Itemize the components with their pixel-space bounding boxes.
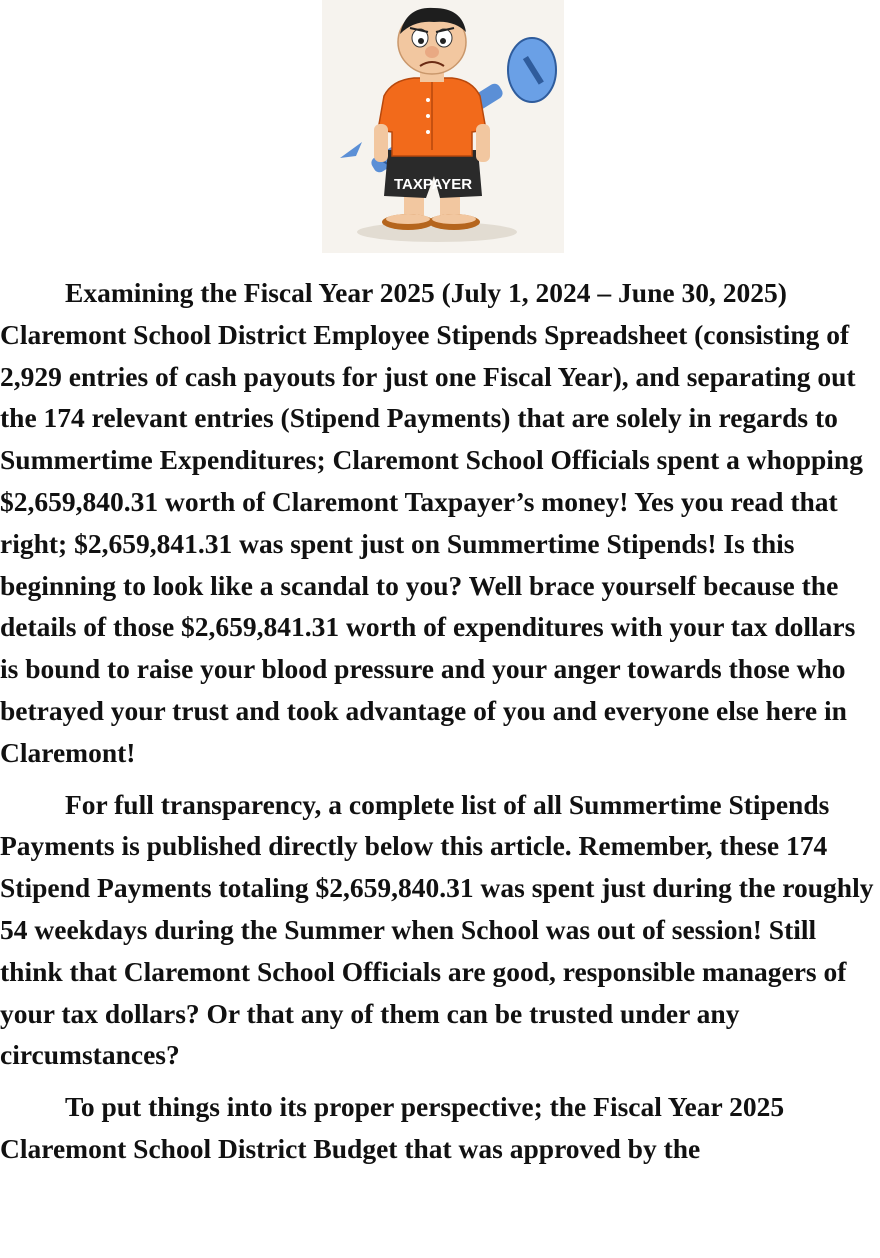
article-paragraph-2: For full transparency, a complete list of all Summertime Stipends Payments is published directly below this article. Remember, these 174 Stipend Payments totaling $2,659,840.31 was spent just during the roughly 54 weekdays during the Summer when School was out of session! Still think that Claremont School Officials are good, responsible managers of your tax dollars? Or that any of them can be trusted under any circumstances? <box>0 788 874 1071</box>
taxpayer-cartoon-drawing <box>322 0 564 253</box>
article-paragraph-1: Examining the Fiscal Year 2025 (July 1, 2024 – June 30, 2025) Claremont School District Employee Stipends Spreadsheet (consisting of 2,929 entries of cash payouts for just one Fiscal Year), and separating out the 174 relevant entries (Stipend Payments) that are solely in regards to Summertime Expenditures; Claremont School Officials spent a whopping $2,659,840.31 worth of Claremont Taxpayer’s money! Yes you read that right; $2,659,841.31 was spent just on Summertime Stipends! Is this beginning to look like a scandal to you? Well brace yourself because the details of those $2,659,841.31 worth of expenditures with your tax dollars is bound to raise your blood pressure and your anger towards those who betrayed your trust and took advantage of you and everyone else here in Claremont! <box>0 277 863 768</box>
taxpayer-cartoon-illustration <box>322 0 564 253</box>
article-body <box>0 272 880 1180</box>
article-paragraph-3: To put things into its proper perspective; the Fiscal Year 2025 Claremont School District Budget that was approved by the <box>0 1091 785 1164</box>
shirt-label: TAXPAYER <box>393 176 473 193</box>
